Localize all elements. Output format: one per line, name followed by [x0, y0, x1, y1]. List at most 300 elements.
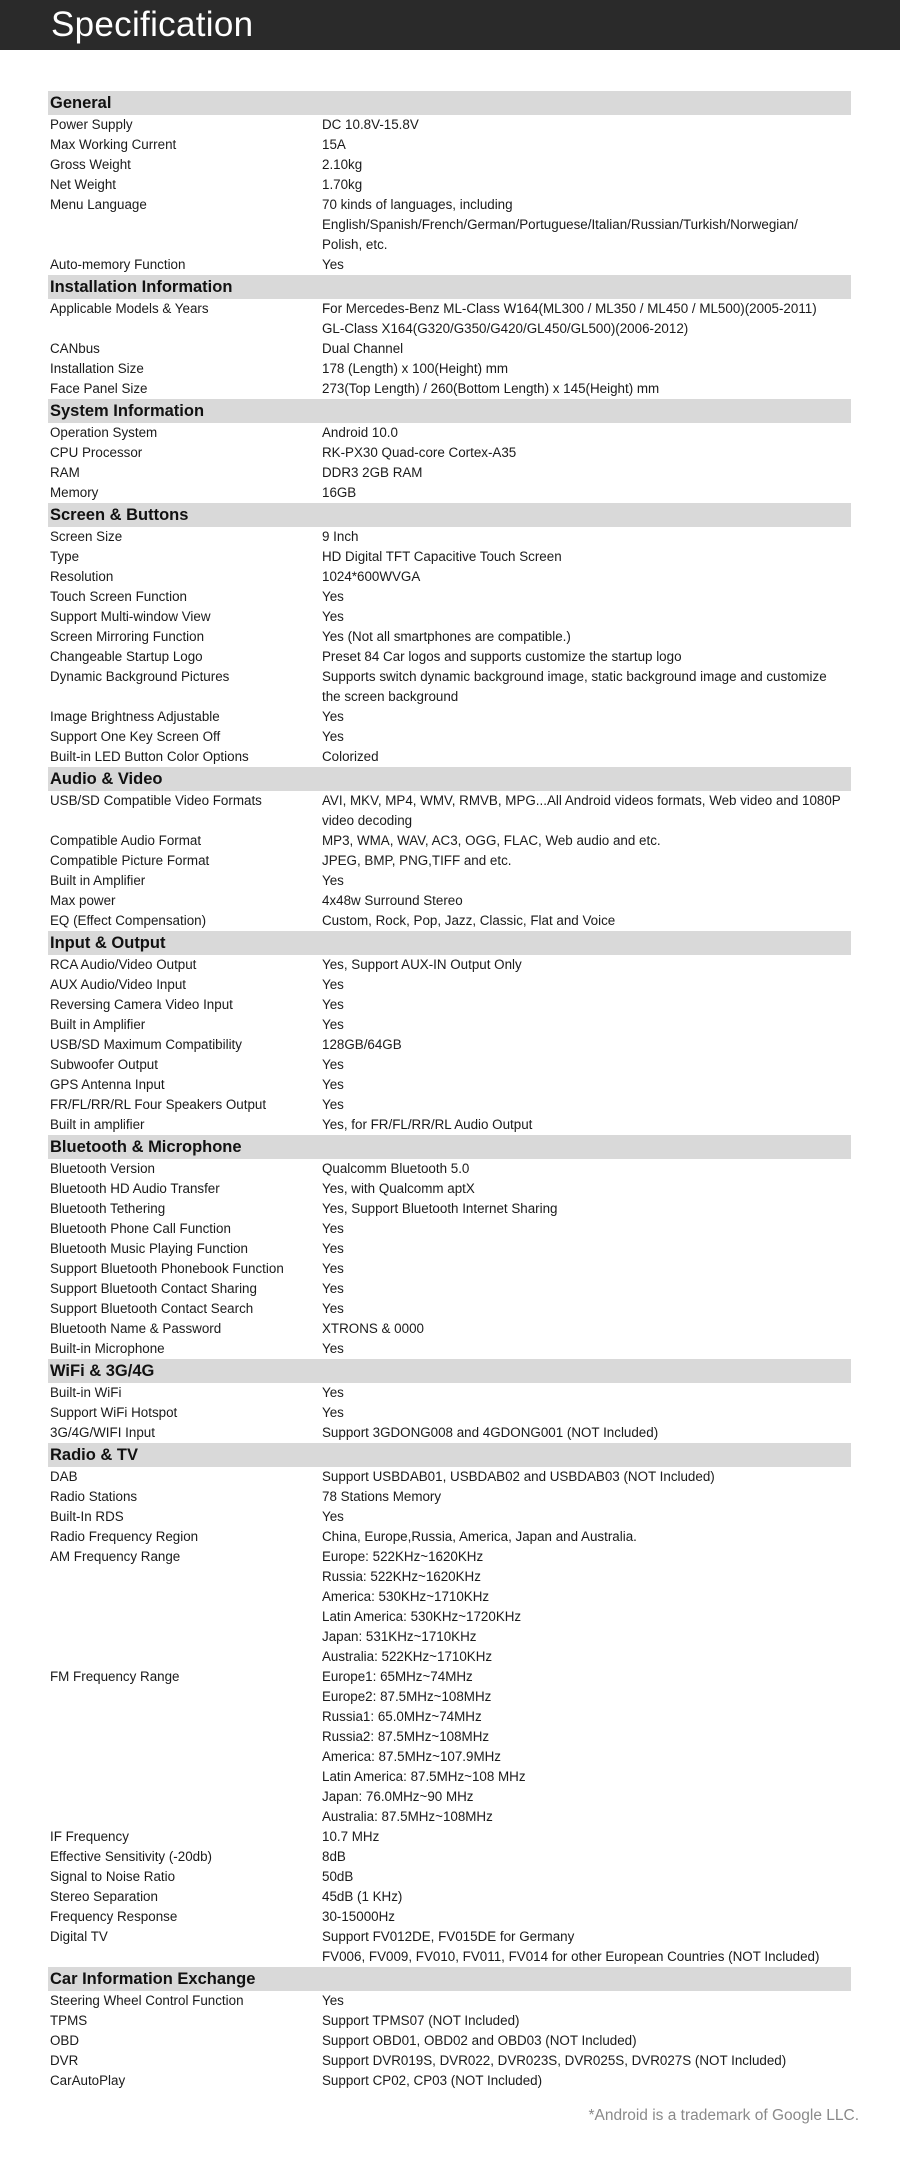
spec-value: [322, 667, 851, 707]
spec-row: [48, 175, 851, 195]
spec-label: Bluetooth HD Audio Transfer: [50, 1181, 220, 1196]
spec-value-line: Russia: 522KHz~1620KHz: [322, 1569, 481, 1584]
spec-row: [48, 463, 851, 483]
spec-row: [48, 2071, 851, 2091]
spec-label: IF Frequency: [50, 1829, 129, 1844]
spec-value: [322, 627, 851, 647]
spec-value-line: Yes: [322, 1385, 344, 1400]
spec-label: Screen Size: [50, 529, 123, 544]
spec-value-line: Support OBD01, OBD02 and OBD03 (NOT Included): [322, 2033, 637, 2048]
spec-value-line: Japan: 531KHz~1710KHz: [322, 1629, 477, 1644]
spec-label: DAB: [50, 1469, 78, 1484]
spec-label: Compatible Picture Format: [50, 853, 210, 868]
spec-row: [48, 1847, 851, 1867]
spec-label: Built-in Microphone: [50, 1341, 165, 1356]
spec-row: [48, 2031, 851, 2051]
spec-value-line: 15A: [322, 137, 346, 152]
spec-label: Bluetooth Music Playing Function: [50, 1241, 248, 1256]
spec-value-line: English/Spanish/French/German/Portuguese/Italian/Russian/Turkish/Norwegian/: [322, 217, 798, 232]
spec-label: TPMS: [50, 2013, 88, 2028]
spec-value: [322, 831, 851, 851]
spec-row: [48, 1299, 851, 1319]
spec-value-line: DDR3 2GB RAM: [322, 465, 423, 480]
spec-value-line: Yes: [322, 1261, 344, 1276]
spec-value: [322, 871, 851, 891]
header-bar: [0, 0, 900, 50]
section-heading: WiFi & 3G/4G: [48, 1359, 851, 1383]
spec-label: Installation Size: [50, 361, 144, 376]
spec-value: [322, 135, 851, 155]
spec-row: [48, 115, 851, 135]
spec-value: [322, 2031, 851, 2051]
spec-label: Reversing Camera Video Input: [50, 997, 233, 1012]
spec-value-line: America: 87.5MHz~107.9MHz: [322, 1749, 501, 1764]
spec-value-line: Yes: [322, 997, 344, 1012]
section-system-information: [48, 399, 851, 503]
spec-label: Support Multi-window View: [50, 609, 211, 624]
spec-value: [322, 547, 851, 567]
spec-value-line: 45dB (1 KHz): [322, 1889, 403, 1904]
spec-row: [48, 607, 851, 627]
spec-label: Type: [50, 549, 80, 564]
spec-value: [322, 1867, 851, 1887]
spec-value-line: Yes: [322, 1993, 344, 2008]
spec-label: Support One Key Screen Off: [50, 729, 221, 744]
spec-value: [322, 1487, 851, 1507]
spec-value-line: Yes: [322, 1017, 344, 1032]
spec-label: Support Bluetooth Contact Search: [50, 1301, 254, 1316]
spec-value: [322, 955, 851, 975]
spec-row: [48, 627, 851, 647]
spec-label: Bluetooth Tethering: [50, 1201, 166, 1216]
section-input-output: [48, 931, 851, 1135]
spec-value: [322, 747, 851, 767]
spec-row: [48, 1015, 851, 1035]
spec-value-line: HD Digital TFT Capacitive Touch Screen: [322, 549, 562, 564]
spec-value-line: Yes: [322, 1097, 344, 1112]
spec-label: 3G/4G/WIFI Input: [50, 1425, 155, 1440]
spec-value: [322, 379, 851, 399]
spec-value: [322, 1199, 851, 1219]
spec-value-line: Yes: [322, 1241, 344, 1256]
spec-value-line: Support 3GDONG008 and 4GDONG001 (NOT Included): [322, 1425, 659, 1440]
spec-value: [322, 299, 851, 339]
spec-value-line: Preset 84 Car logos and supports customize the startup logo: [322, 649, 682, 664]
spec-row: [48, 2011, 851, 2031]
spec-value-line: Europe: 522KHz~1620KHz: [322, 1549, 484, 1564]
spec-label: Auto-memory Function: [50, 257, 186, 272]
spec-row: [48, 1667, 851, 1827]
spec-label: USB/SD Maximum Compatibility: [50, 1037, 242, 1052]
section-heading: Bluetooth & Microphone: [48, 1135, 851, 1159]
spec-row: [48, 707, 851, 727]
spec-value-line: XTRONS & 0000: [322, 1321, 424, 1336]
section-heading: Car Information Exchange: [48, 1967, 851, 1991]
section-screen-buttons: [48, 503, 851, 767]
spec-label: Built in Amplifier: [50, 873, 146, 888]
spec-label: Resolution: [50, 569, 114, 584]
spec-value-line: 2.10kg: [322, 157, 363, 172]
spec-row: [48, 1927, 851, 1967]
spec-value-line: Qualcomm Bluetooth 5.0: [322, 1161, 470, 1176]
spec-row: [48, 831, 851, 851]
spec-label: AM Frequency Range: [50, 1549, 181, 1564]
spec-row: [48, 135, 851, 155]
spec-row: [48, 359, 851, 379]
spec-label: Power Supply: [50, 117, 133, 132]
spec-value-line: Australia: 87.5MHz~108MHz: [322, 1809, 493, 1824]
spec-row: [48, 299, 851, 339]
spec-label: Support Bluetooth Contact Sharing: [50, 1281, 257, 1296]
spec-value-line: Yes: [322, 1281, 344, 1296]
spec-label: Built-in WiFi: [50, 1385, 122, 1400]
spec-value: [322, 567, 851, 587]
spec-row: [48, 1279, 851, 1299]
spec-label: Support Bluetooth Phonebook Function: [50, 1261, 284, 1276]
spec-label: Screen Mirroring Function: [50, 629, 205, 644]
spec-value-line: 50dB: [322, 1869, 354, 1884]
spec-value-line: GL-Class X164(G320/G350/G420/GL450/GL500)(2006-2012): [322, 321, 689, 336]
page-title: Specification: [51, 5, 254, 44]
spec-value-line: 273(Top Length) / 260(Bottom Length) x 145(Height) mm: [322, 381, 660, 396]
spec-value-line: Polish, etc.: [322, 237, 388, 252]
spec-label: Bluetooth Version: [50, 1161, 155, 1176]
spec-label: Image Brightness Adjustable: [50, 709, 220, 724]
spec-value-line: 9 Inch: [322, 529, 359, 544]
spec-value: [322, 891, 851, 911]
spec-label: Support WiFi Hotspot: [50, 1405, 178, 1420]
spec-value-line: Europe1: 65MHz~74MHz: [322, 1669, 473, 1684]
spec-value-line: 70 kinds of languages, including: [322, 197, 513, 212]
spec-value: [322, 339, 851, 359]
spec-value-line: AVI, MKV, MP4, WMV, RMVB, MPG...All Android videos formats, Web video and 1080P: [322, 793, 841, 808]
spec-row: [48, 379, 851, 399]
spec-label: Gross Weight: [50, 157, 131, 172]
spec-table: [48, 91, 851, 2091]
spec-value: [322, 1055, 851, 1075]
spec-value: [322, 911, 851, 931]
section-bluetooth-microphone: [48, 1135, 851, 1359]
spec-label: Bluetooth Phone Call Function: [50, 1221, 231, 1236]
spec-row: [48, 1055, 851, 1075]
spec-label: Frequency Response: [50, 1909, 178, 1924]
spec-label: EQ (Effect Compensation): [50, 913, 207, 928]
spec-value: [322, 155, 851, 175]
spec-value: [322, 1547, 851, 1667]
spec-row: [48, 647, 851, 667]
spec-value: [322, 587, 851, 607]
spec-value-line: 128GB/64GB: [322, 1037, 402, 1052]
spec-value: [322, 527, 851, 547]
spec-value-line: Yes: [322, 1509, 344, 1524]
spec-row: [48, 527, 851, 547]
spec-value: [322, 1095, 851, 1115]
spec-label: Bluetooth Name & Password: [50, 1321, 222, 1336]
spec-value-line: Android 10.0: [322, 425, 398, 440]
spec-value-line: Yes: [322, 257, 344, 272]
spec-value: [322, 1115, 851, 1135]
spec-value-line: Europe2: 87.5MHz~108MHz: [322, 1689, 492, 1704]
spec-label: Stereo Separation: [50, 1889, 158, 1904]
spec-row: [48, 1219, 851, 1239]
spec-label: Changeable Startup Logo: [50, 649, 203, 664]
spec-row: [48, 155, 851, 175]
spec-value: [322, 1927, 851, 1967]
spec-value: [322, 1383, 851, 1403]
spec-label: Compatible Audio Format: [50, 833, 202, 848]
spec-value: [322, 255, 851, 275]
spec-value: [322, 975, 851, 995]
spec-label: CANbus: [50, 341, 100, 356]
spec-row: [48, 443, 851, 463]
spec-value: [322, 1015, 851, 1035]
spec-value: [322, 423, 851, 443]
section-general: [48, 91, 851, 275]
spec-row: [48, 1095, 851, 1115]
spec-label: Applicable Models & Years: [50, 301, 209, 316]
spec-value: [322, 1467, 851, 1487]
spec-value-line: Yes: [322, 1077, 344, 1092]
spec-value-line: 1024*600WVGA: [322, 569, 421, 584]
spec-value-line: Yes: [322, 589, 344, 604]
spec-value-line: Colorized: [322, 749, 379, 764]
section-heading: Radio & TV: [48, 1443, 851, 1467]
spec-label: Effective Sensitivity (-20db): [50, 1849, 212, 1864]
spec-value: [322, 1259, 851, 1279]
spec-row: [48, 1239, 851, 1259]
section-heading: Installation Information: [48, 275, 851, 299]
spec-value-line: 1.70kg: [322, 177, 363, 192]
spec-row: [48, 891, 851, 911]
spec-row: [48, 1403, 851, 1423]
spec-value: [322, 1887, 851, 1907]
spec-label: RCA Audio/Video Output: [50, 957, 197, 972]
spec-label: CPU Processor: [50, 445, 143, 460]
spec-value-line: 10.7 MHz: [322, 1829, 380, 1844]
spec-row: [48, 1075, 851, 1095]
spec-row: [48, 955, 851, 975]
spec-value: [322, 175, 851, 195]
spec-value-line: Yes: [322, 1341, 344, 1356]
spec-value-line: Yes, with Qualcomm aptX: [322, 1181, 475, 1196]
spec-label: AUX Audio/Video Input: [50, 977, 186, 992]
spec-value-line: Yes: [322, 1301, 344, 1316]
spec-value: [322, 359, 851, 379]
spec-row: [48, 587, 851, 607]
spec-value-line: Russia2: 87.5MHz~108MHz: [322, 1729, 490, 1744]
spec-label: Subwoofer Output: [50, 1057, 158, 1072]
spec-value-line: 30-15000Hz: [322, 1909, 395, 1924]
spec-label: Built in Amplifier: [50, 1017, 146, 1032]
spec-value-line: Yes: [322, 1057, 344, 1072]
spec-row: [48, 1547, 851, 1667]
spec-value: [322, 851, 851, 871]
spec-row: [48, 975, 851, 995]
spec-value: [322, 1339, 851, 1359]
spec-value-line: 8dB: [322, 1849, 346, 1864]
spec-row: [48, 1423, 851, 1443]
spec-label: Face Panel Size: [50, 381, 148, 396]
spec-value-line: Latin America: 530KHz~1720KHz: [322, 1609, 522, 1624]
spec-label: Menu Language: [50, 197, 147, 212]
spec-value-line: 178 (Length) x 100(Height) mm: [322, 361, 509, 376]
spec-row: [48, 1507, 851, 1527]
spec-value: [322, 1847, 851, 1867]
spec-value: [322, 195, 851, 255]
spec-value: [322, 463, 851, 483]
spec-row: [48, 1179, 851, 1199]
spec-label: Max Working Current: [50, 137, 177, 152]
spec-value: [322, 1667, 851, 1827]
trademark-footnote: *Android is a trademark of Google LLC.: [588, 2107, 859, 2124]
spec-label: FM Frequency Range: [50, 1669, 180, 1684]
section-radio-tv: [48, 1443, 851, 1967]
spec-value-line: China, Europe,Russia, America, Japan and Australia.: [322, 1529, 637, 1544]
spec-row: [48, 727, 851, 747]
spec-value: [322, 1159, 851, 1179]
spec-value: [322, 791, 851, 831]
spec-label: Radio Stations: [50, 1489, 138, 1504]
spec-value-line: Yes: [322, 977, 344, 992]
spec-value: [322, 707, 851, 727]
spec-value: [322, 1299, 851, 1319]
spec-value: [322, 1035, 851, 1055]
spec-value-line: Support CP02, CP03 (NOT Included): [322, 2073, 543, 2088]
spec-value-line: Yes, Support Bluetooth Internet Sharing: [322, 1201, 558, 1216]
spec-label: USB/SD Compatible Video Formats: [50, 793, 262, 808]
spec-value: [322, 1219, 851, 1239]
spec-row: [48, 791, 851, 831]
spec-row: [48, 1199, 851, 1219]
spec-label: OBD: [50, 2033, 80, 2048]
spec-value-line: DC 10.8V-15.8V: [322, 117, 419, 132]
spec-row: [48, 871, 851, 891]
spec-value-line: Russia1: 65.0MHz~74MHz: [322, 1709, 482, 1724]
spec-label: Built-In RDS: [50, 1509, 124, 1524]
spec-label: Built-in LED Button Color Options: [50, 749, 249, 764]
spec-row: [48, 995, 851, 1015]
spec-label: Radio Frequency Region: [50, 1529, 199, 1544]
spec-label: Memory: [50, 485, 99, 500]
spec-row: [48, 1887, 851, 1907]
spec-value-line: Yes: [322, 1221, 344, 1236]
spec-row: [48, 1319, 851, 1339]
spec-row: [48, 1867, 851, 1887]
spec-row: [48, 911, 851, 931]
spec-value: [322, 1179, 851, 1199]
spec-value-line: Custom, Rock, Pop, Jazz, Classic, Flat and Voice: [322, 913, 616, 928]
spec-value-line: Support FV012DE, FV015DE for Germany: [322, 1929, 575, 1944]
spec-row: [48, 255, 851, 275]
spec-value: [322, 1239, 851, 1259]
spec-value: [322, 1279, 851, 1299]
spec-value: [322, 2071, 851, 2091]
spec-value: [322, 1907, 851, 1927]
spec-value: [322, 1991, 851, 2011]
spec-label: Built in amplifier: [50, 1117, 145, 1132]
spec-value: [322, 1827, 851, 1847]
spec-value-line: MP3, WMA, WAV, AC3, OGG, FLAC, Web audio and etc.: [322, 833, 661, 848]
spec-label: Operation System: [50, 425, 158, 440]
spec-value-line: 16GB: [322, 485, 357, 500]
spec-value-line: Support DVR019S, DVR022, DVR023S, DVR025S, DVR027S (NOT Included): [322, 2053, 787, 2068]
spec-value-line: Australia: 522KHz~1710KHz: [322, 1649, 493, 1664]
spec-value-line: Yes: [322, 609, 344, 624]
section-heading: System Information: [48, 399, 851, 423]
spec-value: [322, 483, 851, 503]
spec-value: [322, 443, 851, 463]
spec-row: [48, 195, 851, 255]
spec-value-line: Supports switch dynamic background image, static background image and customize: [322, 669, 827, 684]
spec-value: [322, 995, 851, 1015]
spec-row: [48, 547, 851, 567]
spec-value-line: 4x48w Surround Stereo: [322, 893, 463, 908]
spec-value: [322, 607, 851, 627]
spec-value: [322, 1403, 851, 1423]
spec-label: Digital TV: [50, 1929, 108, 1944]
spec-row: [48, 423, 851, 443]
spec-row: [48, 1259, 851, 1279]
spec-label: DVR: [50, 2053, 79, 2068]
section-heading: Input & Output: [48, 931, 851, 955]
spec-row: [48, 1991, 851, 2011]
spec-value-line: JPEG, BMP, PNG,TIFF and etc.: [322, 853, 512, 868]
spec-row: [48, 483, 851, 503]
spec-label: FR/FL/RR/RL Four Speakers Output: [50, 1097, 267, 1112]
spec-value: [322, 115, 851, 135]
spec-row: [48, 1339, 851, 1359]
spec-value-line: For Mercedes-Benz ML-Class W164(ML300 / ML350 / ML450 / ML500)(2005-2011): [322, 301, 817, 316]
section-installation-information: [48, 275, 851, 399]
section-audio-video: [48, 767, 851, 931]
spec-value-line: Dual Channel: [322, 341, 404, 356]
spec-label: Touch Screen Function: [50, 589, 187, 604]
spec-row: [48, 1035, 851, 1055]
spec-value: [322, 1075, 851, 1095]
spec-row: [48, 339, 851, 359]
spec-row: [48, 1827, 851, 1847]
section-heading: General: [48, 91, 851, 115]
section-wifi-3g-4g: [48, 1359, 851, 1443]
spec-value-line: Yes, for FR/FL/RR/RL Audio Output: [322, 1117, 533, 1132]
spec-row: [48, 1527, 851, 1547]
spec-row: [48, 1907, 851, 1927]
spec-row: [48, 1159, 851, 1179]
spec-value: [322, 1507, 851, 1527]
spec-label: GPS Antenna Input: [50, 1077, 165, 1092]
spec-row: [48, 1467, 851, 1487]
spec-label: RAM: [50, 465, 80, 480]
spec-value-line: Yes, Support AUX-IN Output Only: [322, 957, 522, 972]
spec-value-line: Yes: [322, 729, 344, 744]
spec-value-line: Yes: [322, 873, 344, 888]
spec-value: [322, 647, 851, 667]
spec-value-line: America: 530KHz~1710KHz: [322, 1589, 490, 1604]
spec-row: [48, 667, 851, 707]
spec-value-line: the screen background: [322, 689, 459, 704]
spec-value: [322, 1527, 851, 1547]
spec-value-line: FV006, FV009, FV010, FV011, FV014 for other European Countries (NOT Included): [322, 1949, 820, 1964]
spec-value-line: Support TPMS07 (NOT Included): [322, 2013, 520, 2028]
spec-row: [48, 1115, 851, 1135]
spec-value: [322, 1423, 851, 1443]
spec-label: CarAutoPlay: [50, 2073, 126, 2088]
spec-value: [322, 2011, 851, 2031]
spec-row: [48, 567, 851, 587]
spec-value-line: Japan: 76.0MHz~90 MHz: [322, 1789, 474, 1804]
spec-row: [48, 851, 851, 871]
spec-label: Max power: [50, 893, 116, 908]
